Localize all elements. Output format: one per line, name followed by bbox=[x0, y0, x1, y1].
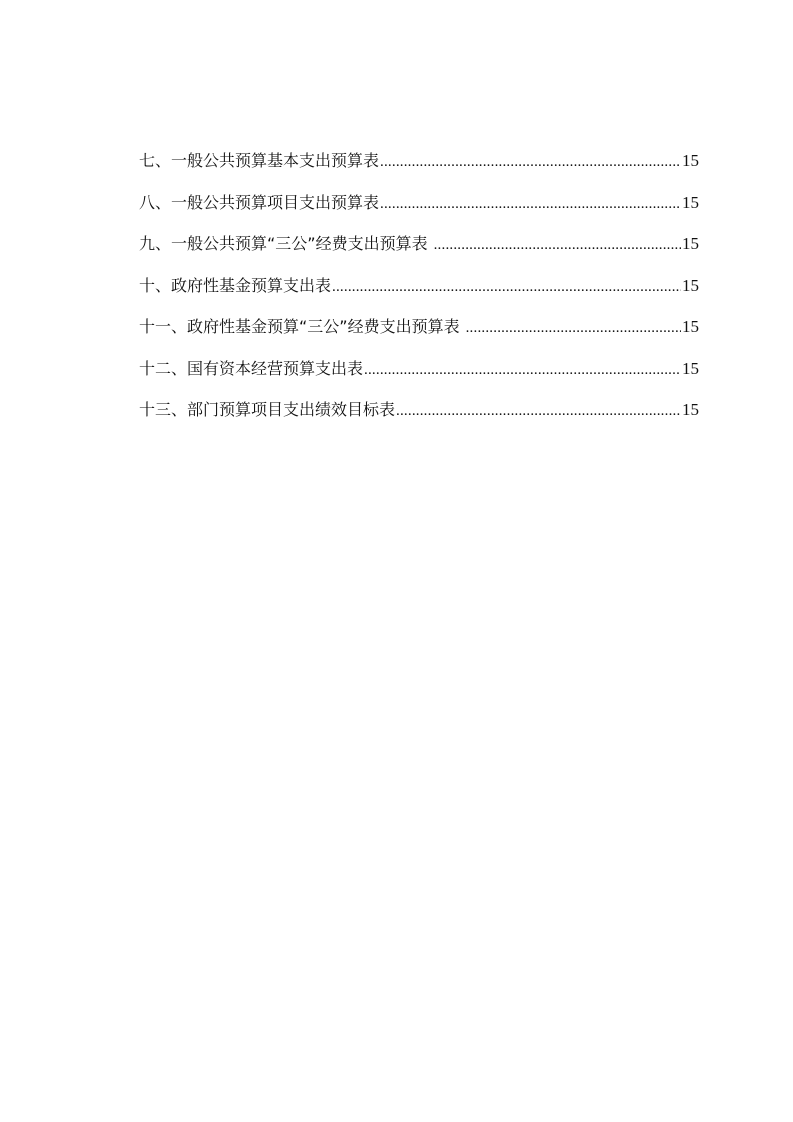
toc-entry-11[interactable] bbox=[139, 314, 699, 356]
toc-page-number: 15 bbox=[682, 317, 699, 336]
toc-entry-12[interactable] bbox=[139, 356, 699, 398]
toc-page-number: 15 bbox=[682, 192, 699, 212]
toc-page-number: 15 bbox=[682, 275, 699, 295]
toc-dot-leader bbox=[466, 320, 681, 337]
toc-entry-9[interactable] bbox=[139, 231, 699, 273]
toc-page-number: 15 bbox=[682, 151, 699, 170]
toc-dot-leader bbox=[364, 362, 681, 379]
toc-dot-leader bbox=[332, 279, 681, 296]
toc-entry-title: 八、一般公共预算项目支出预算表 bbox=[139, 192, 380, 212]
toc-entry-title: 十二、国有资本经营预算支出表 bbox=[139, 358, 364, 378]
toc-entry-title: 十、政府性基金预算支出表 bbox=[139, 275, 332, 295]
toc-page-number: 15 bbox=[682, 400, 699, 419]
toc-entry-title: 十三、部门预算项目支出绩效目标表 bbox=[139, 400, 396, 419]
toc-entry-title: 七、一般公共预算基本支出预算表 bbox=[139, 151, 380, 170]
toc-dot-leader bbox=[434, 237, 681, 254]
toc-dot-leader bbox=[380, 154, 681, 171]
toc-dot-leader bbox=[396, 403, 681, 420]
toc-entry-10[interactable] bbox=[139, 273, 699, 315]
toc-dot-leader bbox=[380, 196, 681, 213]
table-of-contents bbox=[139, 148, 699, 439]
toc-entry-13[interactable] bbox=[139, 397, 699, 439]
toc-entry-title: 九、一般公共预算“三公”经费支出预算表 bbox=[139, 234, 428, 253]
toc-entry-title: 十一、政府性基金预算“三公”经费支出预算表 bbox=[139, 317, 460, 336]
toc-entry-8[interactable] bbox=[139, 190, 699, 232]
toc-page-number: 15 bbox=[682, 358, 699, 378]
toc-page-number: 15 bbox=[682, 234, 699, 253]
toc-entry-7[interactable] bbox=[139, 148, 699, 190]
